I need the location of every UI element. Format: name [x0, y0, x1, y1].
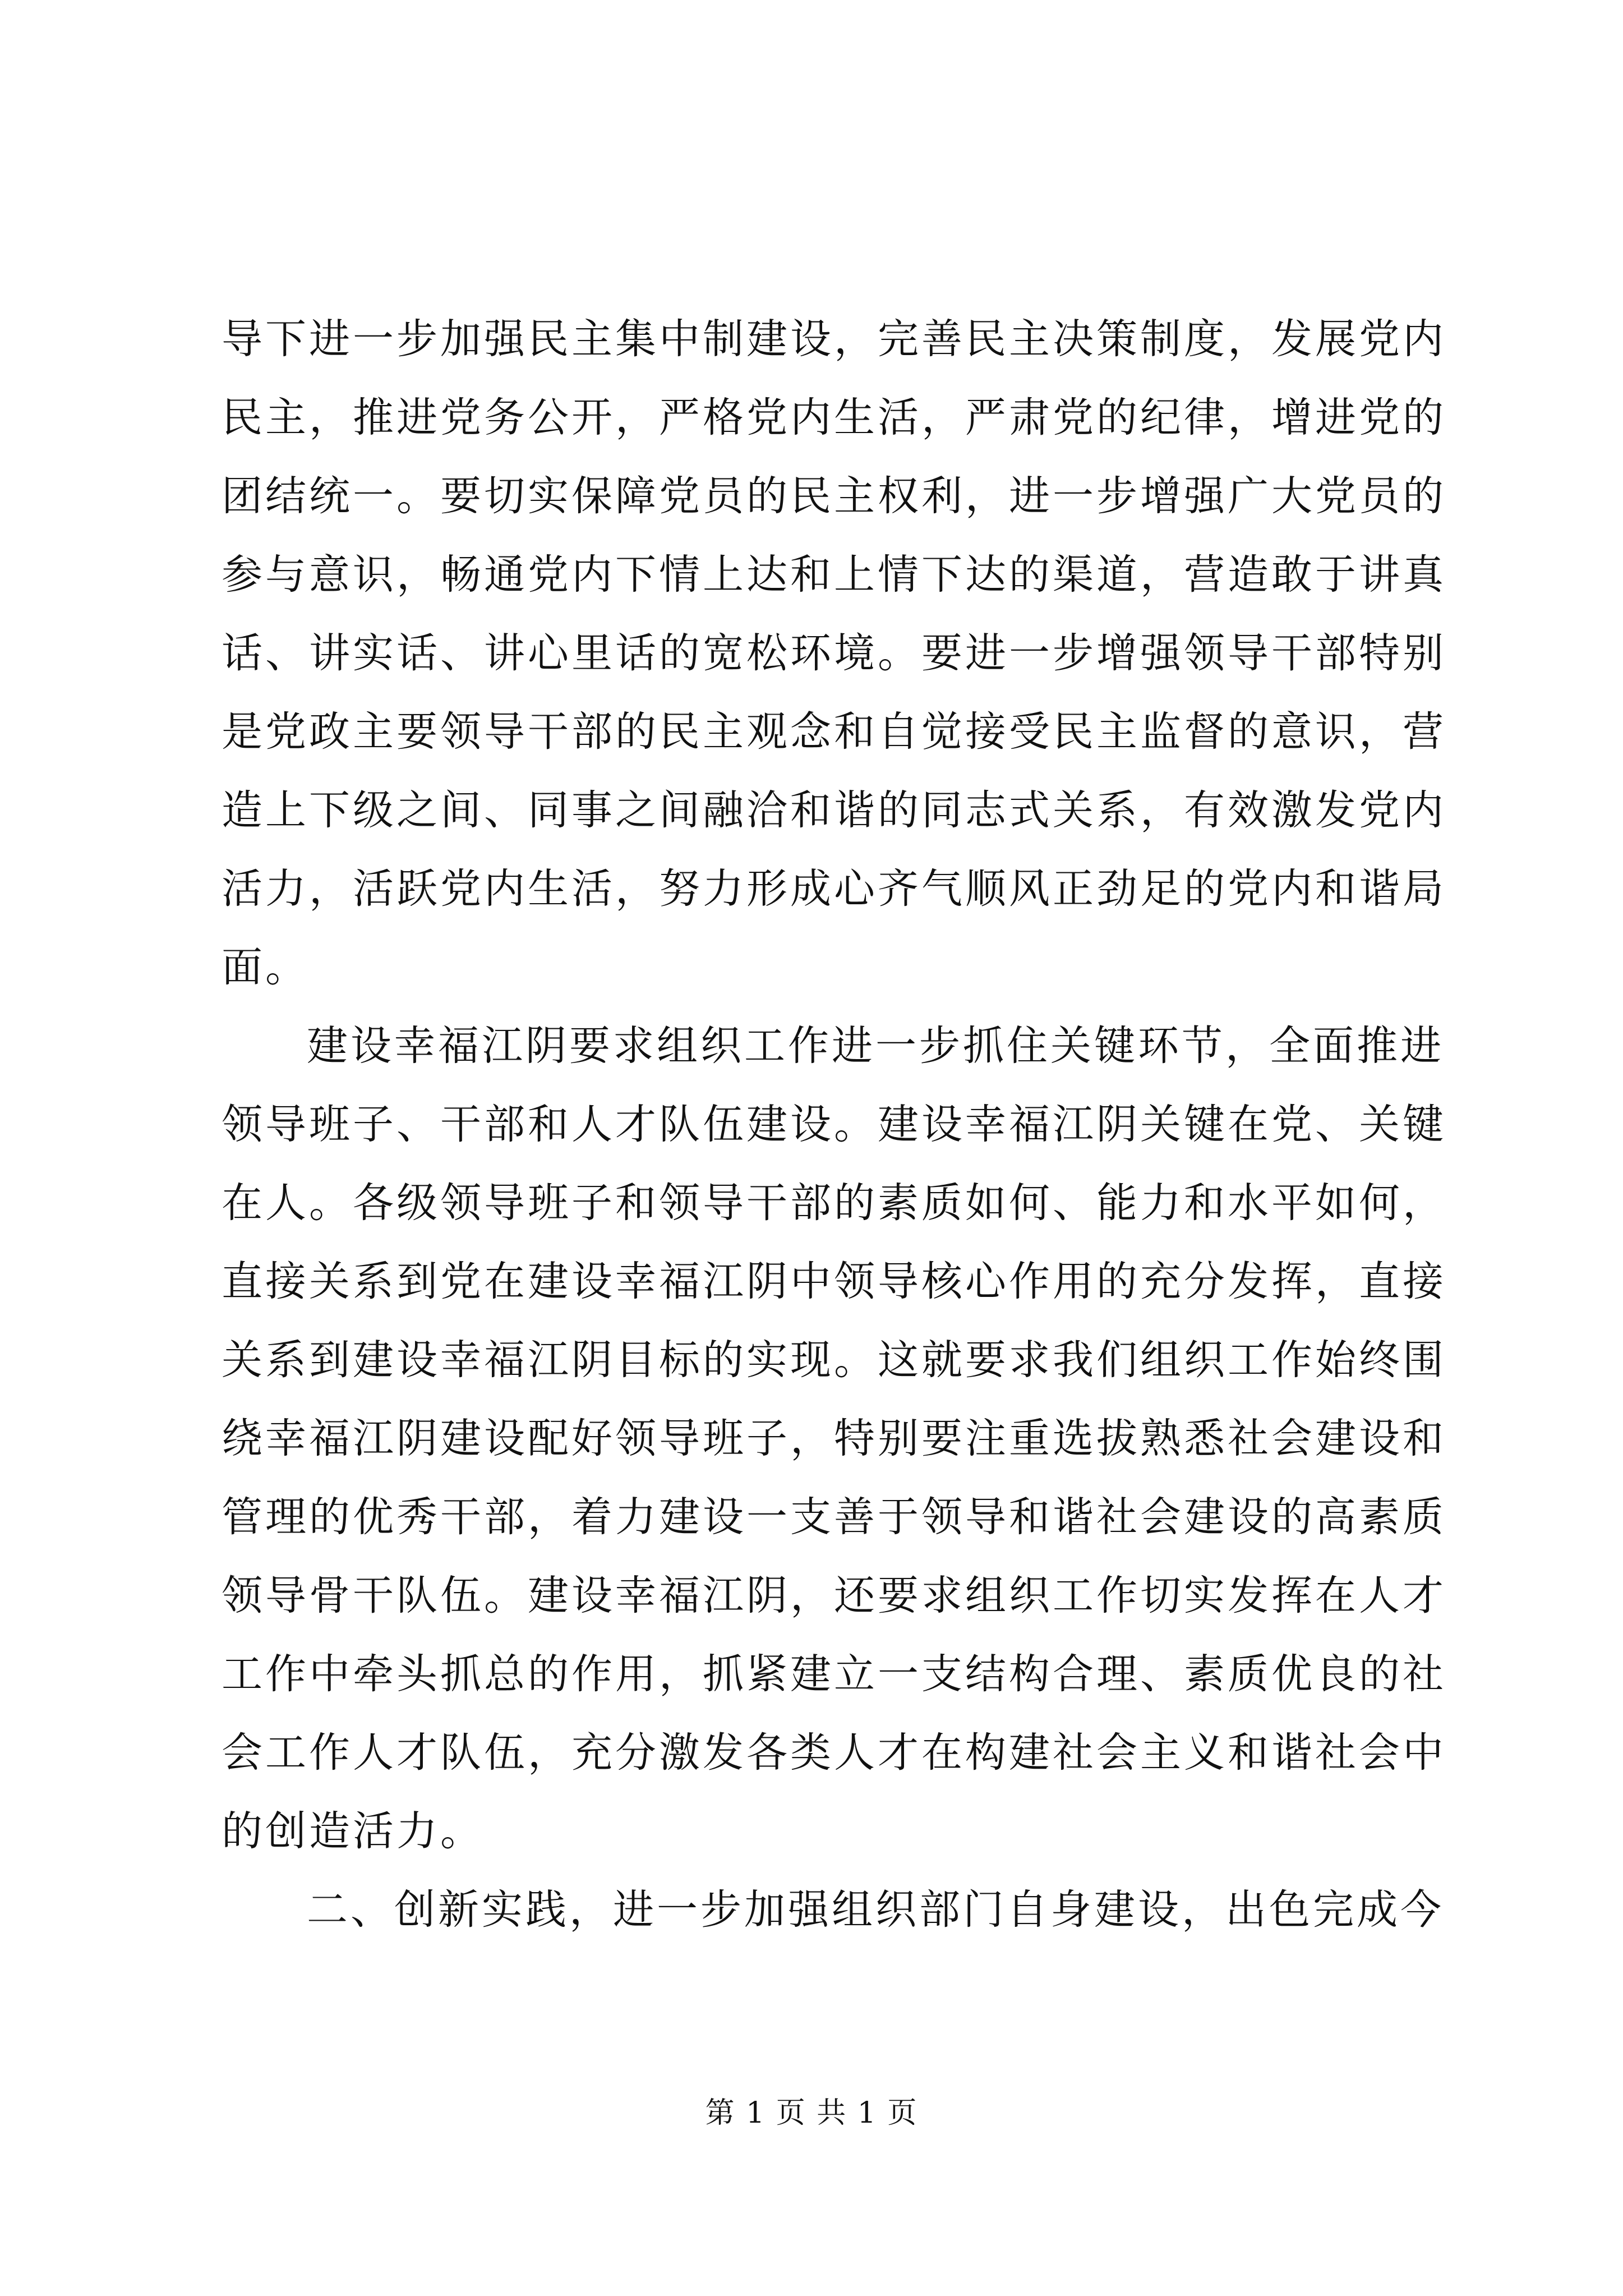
text-line: 参与意识，畅通党内下情上达和上情下达的渠道，营造敢于讲真: [222, 551, 1446, 599]
text-line: 面。: [222, 944, 309, 991]
text-line: 导下进一步加强民主集中制建设，完善民主决策制度，发展党内: [222, 315, 1446, 363]
page-footer: [0, 2093, 1623, 2133]
text-line: 造上下级之间、同事之间融洽和谐的同志式关系，有效激发党内: [222, 786, 1446, 834]
text-line: 在人。各级领导班子和领导干部的素质如何、能力和水平如何，: [222, 1179, 1446, 1227]
text-line: 活力，活跃党内生活，努力形成心齐气顺风正劲足的党内和谐局: [222, 865, 1446, 913]
text-line: 的创造活力。: [222, 1807, 484, 1855]
text-line: 直接关系到党在建设幸福江阴中领导核心作用的充分发挥，直接: [222, 1258, 1446, 1305]
section-heading-line: 二、创新实践，进一步加强组织部门自身建设，出色完成今: [307, 1886, 1444, 1934]
text-line: 工作中牵头抓总的作用，抓紧建立一支结构合理、素质优良的社: [222, 1650, 1446, 1698]
text-line: 绕幸福江阴建设配好领导班子，特别要注重选拔熟悉社会建设和: [222, 1415, 1446, 1462]
paragraph-start-line: 建设幸福江阴要求组织工作进一步抓住关键环节，全面推进: [307, 1022, 1444, 1070]
text-line: 会工作人才队伍，充分激发各类人才在构建社会主义和谐社会中: [222, 1729, 1446, 1777]
text-line: 管理的优秀干部，着力建设一支善于领导和谐社会建设的高素质: [222, 1493, 1446, 1541]
body-text: [222, 300, 1446, 1949]
text-line: 团结统一。要切实保障党员的民主权利，进一步增强广大党员的: [222, 472, 1446, 520]
text-line: 话、讲实话、讲心里话的宽松环境。要进一步增强领导干部特别: [222, 629, 1446, 677]
text-line: 关系到建设幸福江阴目标的实现。这就要求我们组织工作始终围: [222, 1336, 1446, 1384]
text-line: 是党政主要领导干部的民主观念和自觉接受民主监督的意识，营: [222, 708, 1446, 756]
page-number-label: 第 1 页 共 1 页: [705, 2096, 918, 2130]
text-line: 领导骨干队伍。建设幸福江阴，还要求组织工作切实发挥在人才: [222, 1572, 1446, 1619]
text-line: 民主，推进党务公开，严格党内生活，严肃党的纪律，增进党的: [222, 394, 1446, 441]
text-line: 领导班子、干部和人才队伍建设。建设幸福江阴关键在党、关键: [222, 1101, 1446, 1148]
